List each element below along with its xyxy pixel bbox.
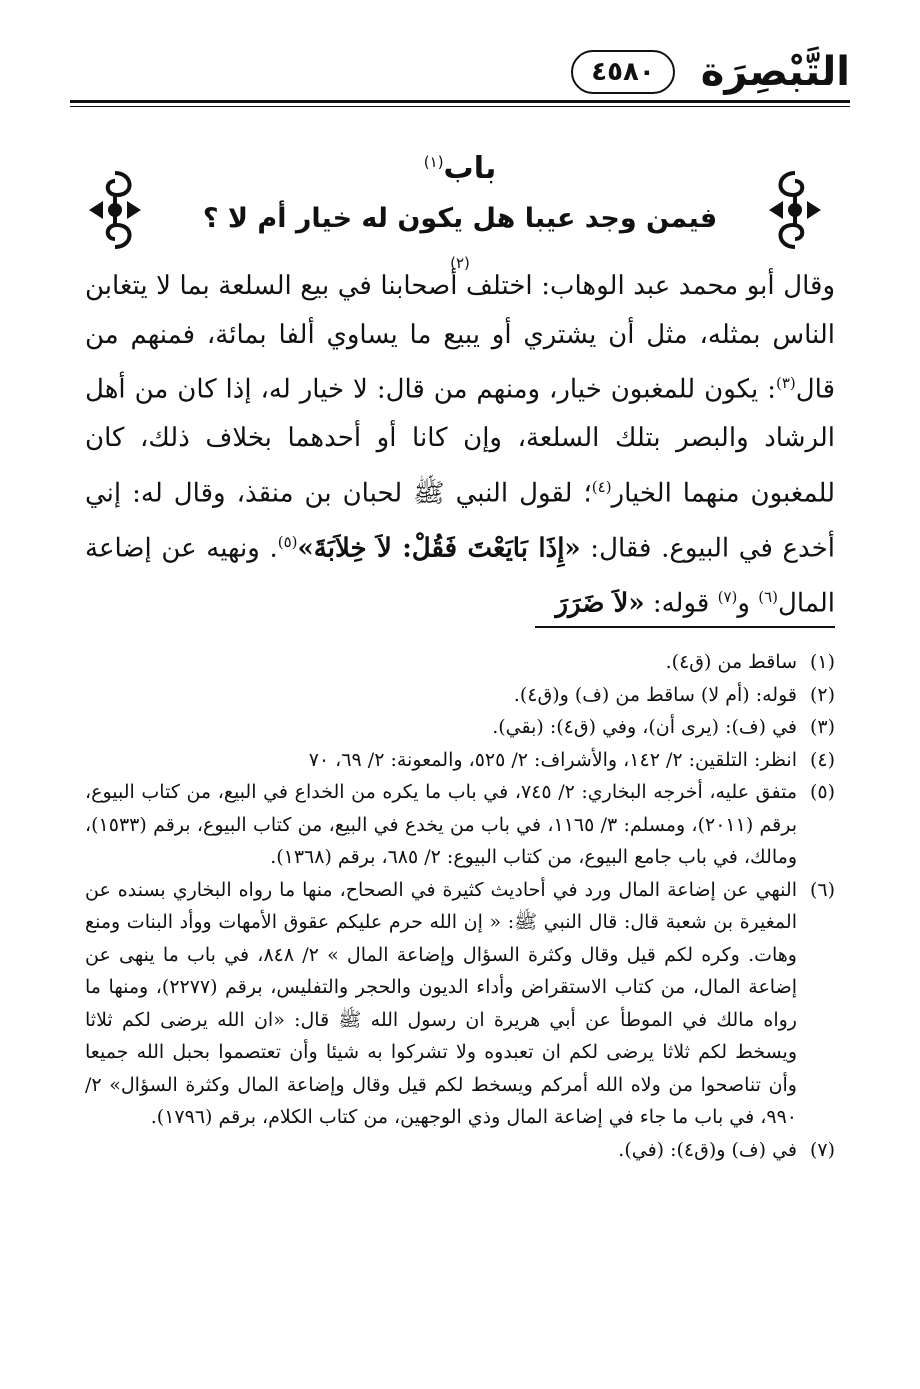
footnote-text: انظر: التلقين: ٢/ ١٤٢، والأشراف: ٢/ ٥٢٥، والمعونة: ٢/ ٦٩، ٧٠ [308, 748, 797, 771]
footnote-number: (١) [809, 651, 835, 673]
page-number: ٤٥٨٠ [571, 50, 675, 94]
body-text: وقال أبو محمد عبد الوهاب: اختلف أصحابنا في بيع السلعة بما لا يتغابن الناس بمثله، مثل أن يشتري أو يبيع ما يساوي ألفا بمائة، فمنهم من قال [85, 271, 835, 405]
footnote [85, 679, 835, 712]
footnote-number: (٦) [809, 878, 835, 901]
footnote-text: النهي عن إضاعة المال ورد في أحاديث كثيرة في الصحاح، منها ما رواه البخاري بسنده عن المغيرة بن شعبة قال: قال النبي ﷺ: « إن الله حرم عليكم عقوق الأمهات ووأد البنات ومنع وهات. وكره لكم قيل وقال وكثرة السؤال وإضاعة المال » ٢/ ٨٤٨، في باب ما ينهى عن إضاعة المال، من كتاب الاستقراض وأداء الديون والحجر والتفليس، برقم (٢٢٧٧)، ومنها ما رواه مالك في الموطأ عن أبي هريرة ان رسول الله ﷺ قال: «ان الله يرضى لكم ثلاثا ويسخط لكم ثلاثا يرضى لكم ان تعبدوه ولا تشركوا به شيئا وأن تعتصموا بحبل الله جميعا وأن تناصحوا من ولاه الله أمركم ويسخط لكم قيل وقال وإضاعة المال وكثرة السؤال» ٢/ ٩٩٠، في باب ما جاء في إضاعة المال وذي الوجهين، من كتاب الكلام، برقم (١٧٩٦). [85, 878, 797, 1128]
body-paragraph [85, 262, 835, 628]
book-title: التَّبْصِرَة [700, 49, 850, 95]
footnote-number: (٢) [809, 683, 835, 706]
footnote-ref: (١) [423, 153, 444, 171]
header-rule [70, 100, 850, 103]
footnote-text: في (ف) و(ق٤): (في). [618, 1138, 797, 1161]
footnotes [85, 646, 835, 1166]
main-body [85, 262, 835, 628]
footnote-text: متفق عليه، أخرجه البخاري: ٢/ ٧٤٥، في باب ما يكره من الخداع في البيع، من كتاب البيوع، برقم (٢٠١١)، ومسلم: ٣/ ١١٦٥، في باب من يخدع في البيع، من كتاب البيوع، برقم (١٥٣٣)، ومالك، في باب جامع البيوع، من كتاب البيوع: ٢/ ٦٨٥، برقم (١٣٦٨). [85, 781, 798, 868]
body-text: قوله: [644, 588, 718, 619]
chapter-subtitle-text: فيمن وجد عيبا هل يكون له خيار أم لا ؟ [202, 203, 718, 234]
page-header [70, 40, 850, 110]
footnote-text: ساقط من (ق٤). [665, 651, 797, 673]
body-text: ؛ لقول النبي ﷺ لحبان بن منقذ، وقال له: إني أخدع في البيوع. فقال: [85, 478, 835, 564]
body-text: . ونهيه عن إضاعة المال [85, 533, 835, 619]
footnote-number: (٣) [809, 716, 835, 738]
hadith-quote: «إِذَا بَايَعْتَ فَقُلْ: لاَ خِلاَبَةَ» [297, 533, 581, 564]
footnote-number: (٤) [809, 748, 835, 771]
body-text: و [737, 588, 759, 619]
footnote-ref: (٥) [277, 532, 298, 551]
footnote-ref: (٧) [717, 587, 738, 606]
footnote-ref: (٤) [591, 477, 612, 496]
footnote-number: (٧) [809, 1138, 835, 1161]
footnote-text: قوله: (أم لا) ساقط من (ف) و(ق٤). [513, 683, 797, 706]
chapter-title-text: باب [443, 151, 497, 186]
footnote [85, 744, 835, 777]
footnote [85, 711, 835, 744]
footnote [85, 874, 835, 1134]
footnote-ref: (٢) [450, 254, 470, 272]
ornament-right-icon [765, 165, 825, 255]
footnote [85, 646, 835, 679]
header-rule-thin [70, 106, 850, 107]
footnote [85, 1134, 835, 1167]
footnote [85, 776, 835, 874]
chapter-title [200, 140, 720, 191]
footnote-separator [535, 626, 835, 628]
footnote-number: (٥) [809, 781, 835, 803]
footnote-text: في (ف): (يرى أن)، وفي (ق٤): (بقي). [492, 716, 797, 738]
body-text: : يكون للمغبون خيار، ومنهم من قال: لا خيار له، إذا كان من أهل الرشاد والبصر بتلك السلعة، وإن كانا أو أحدهما بخلاف ذلك، كان للمغبون منهما الخيار [85, 374, 835, 509]
footnote-ref: (٦) [758, 587, 778, 606]
hadith-quote: «لاَ ضَرَرَ [555, 588, 645, 619]
footnote-ref: (٣) [775, 374, 796, 392]
ornament-left-icon [85, 165, 145, 255]
